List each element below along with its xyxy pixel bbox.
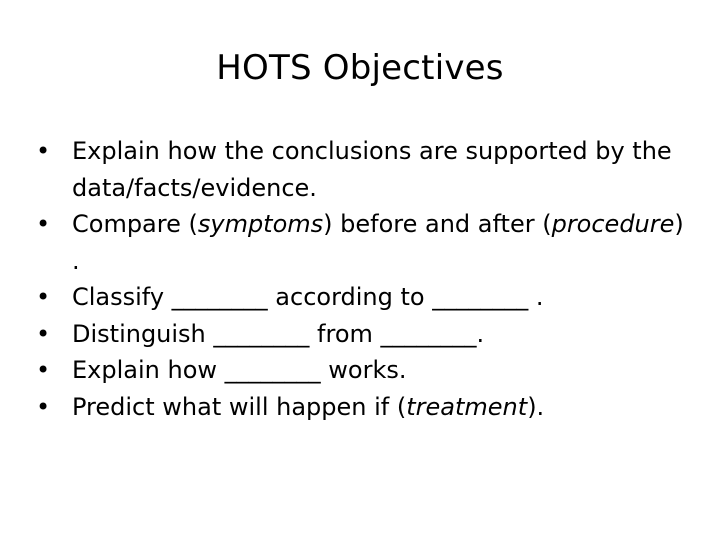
slide-title: HOTS Objectives <box>216 48 504 88</box>
bullet-text: ). <box>527 392 545 421</box>
bullet-text: ) before and after ( <box>323 210 552 238</box>
list-item <box>36 389 686 426</box>
bullet-text-italic: symptoms <box>197 210 324 238</box>
bullet-text: ) . <box>72 210 684 275</box>
bullet-dot-icon: • <box>36 319 51 348</box>
bullet-text: Compare ( <box>72 210 198 238</box>
list-item <box>36 316 686 353</box>
bullet-text: Distinguish ________ from ________. <box>72 319 485 348</box>
bullet-text: Explain how ________ works. <box>72 356 407 384</box>
bullet-text: Predict what will happen if ( <box>72 392 407 421</box>
bullet-dot-icon: • <box>36 137 51 165</box>
list-item <box>36 206 686 279</box>
list-item <box>36 133 686 206</box>
list-item <box>36 352 686 389</box>
bullet-text-italic: treatment <box>406 392 528 421</box>
bullet-dot-icon: • <box>36 210 51 238</box>
bullet-text: Explain how the conclusions are supported by the data/facts/evidence. <box>72 137 672 202</box>
bullet-text-italic: procedure <box>551 210 675 238</box>
bullet-text: Classify ________ according to ________ . <box>72 283 544 311</box>
bullet-dot-icon: • <box>36 392 51 421</box>
bullet-dot-icon: • <box>36 283 51 311</box>
objectives-list <box>36 133 686 425</box>
bullet-dot-icon: • <box>36 356 51 384</box>
list-item <box>36 279 686 316</box>
